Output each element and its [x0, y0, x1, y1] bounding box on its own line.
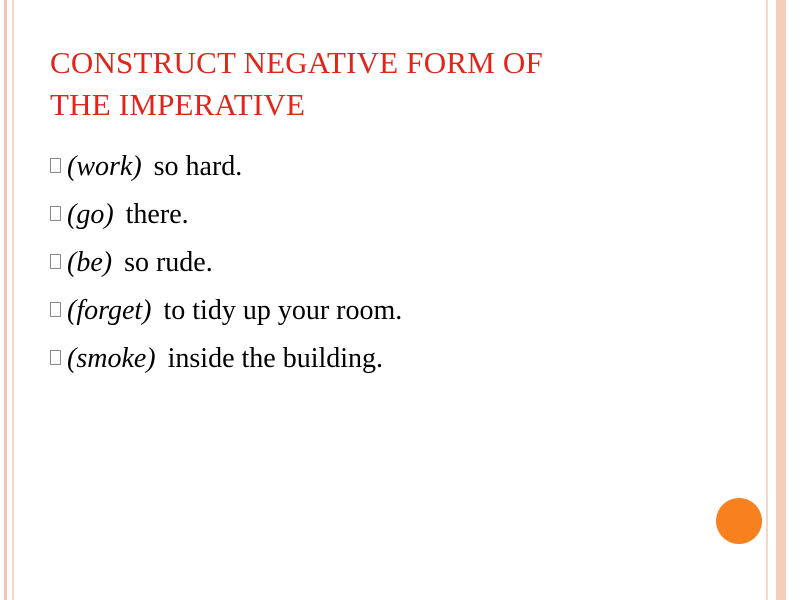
list-item — [50, 150, 402, 198]
slide-title-line-1: CONSTRUCT NEGATIVE FORM OF — [50, 45, 543, 80]
right-border-inner-stripe — [766, 0, 768, 600]
sentence-text: so rude. — [124, 247, 213, 278]
bullet-icon — [50, 158, 61, 173]
exercise-list — [50, 150, 402, 390]
bullet-icon — [50, 206, 61, 221]
verb-cue: (go) — [67, 199, 114, 230]
sentence-text: to tidy up your room. — [163, 295, 403, 326]
sentence-text: so hard. — [153, 151, 243, 182]
verb-cue: (smoke) — [67, 343, 156, 374]
slide-title — [50, 42, 690, 126]
decorative-orange-circle — [716, 498, 762, 544]
bullet-icon — [50, 350, 61, 365]
sentence-text: there. — [125, 199, 189, 230]
list-item — [50, 294, 402, 342]
left-border-stripe — [4, 0, 7, 600]
bullet-icon — [50, 302, 61, 317]
left-border-inner-stripe — [12, 0, 14, 600]
slide-title-line-2: THE IMPERATIVE — [50, 87, 306, 122]
list-item — [50, 342, 402, 390]
list-item — [50, 198, 402, 246]
verb-cue: (forget) — [67, 295, 152, 326]
right-border-stripe — [776, 0, 786, 600]
bullet-icon — [50, 254, 61, 269]
sentence-text: inside the building. — [167, 343, 384, 374]
list-item — [50, 246, 402, 294]
verb-cue: (work) — [67, 151, 142, 182]
verb-cue: (be) — [67, 247, 113, 278]
